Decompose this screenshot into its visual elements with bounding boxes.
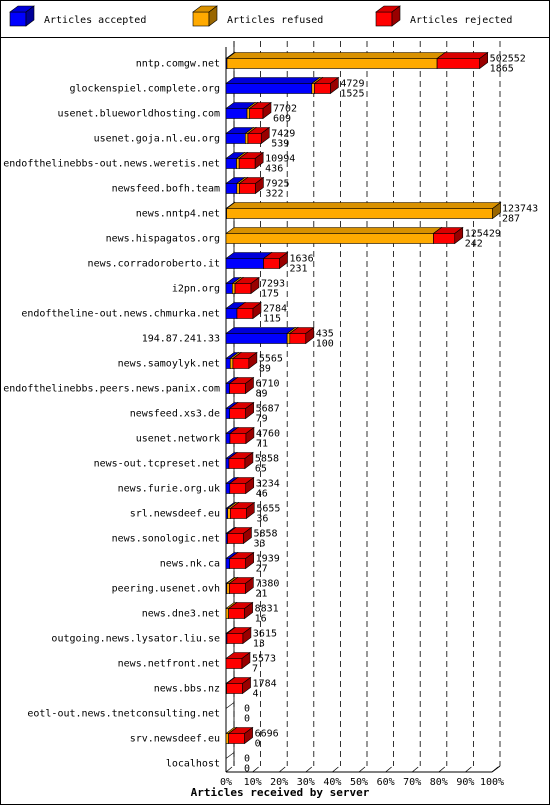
value-accepted-5: 436	[265, 163, 284, 175]
bar-8-refused-top	[226, 228, 441, 234]
bar-24-rejected-front	[227, 634, 243, 644]
x-tick-label-3: 30%	[296, 777, 315, 788]
category-label-8: news.hispagatos.org	[105, 233, 220, 245]
legend-swatch-2-front	[193, 12, 209, 26]
category-label-23: news.dne3.net	[141, 608, 220, 620]
bar-9	[226, 253, 288, 269]
bar-13	[226, 353, 257, 369]
bar-2-accepted	[226, 78, 320, 94]
category-label-16: usenet.network	[135, 433, 220, 445]
x-tick-label-2: 20%	[270, 777, 289, 788]
category-label-11: endoftheline-out.news.chmurka.net	[21, 308, 220, 320]
value-accepted-1: 1865	[489, 63, 514, 75]
value-accepted-4: 539	[271, 138, 290, 150]
bar-9-rejected-front	[264, 259, 280, 269]
bar-21-rejected-front	[230, 559, 246, 569]
value-offered-24: 3615	[252, 628, 278, 640]
value-accepted-6: 322	[265, 188, 284, 200]
value-offered-1: 502552	[489, 53, 526, 65]
category-label-5: endofthelinebbs-out.news.weretis.net	[3, 158, 220, 170]
bar-7-refused-top	[227, 203, 501, 209]
value-accepted-28: 0	[254, 738, 261, 750]
x-axis-title: Articles received by server	[190, 786, 370, 799]
bar-12-accepted-top	[226, 328, 295, 334]
value-offered-28: 6696	[254, 728, 279, 740]
value-offered-17: 5858	[254, 453, 280, 465]
legend-label-2: Articles refused	[227, 15, 324, 26]
bar-1-rejected-top	[437, 53, 488, 59]
value-accepted-18: 46	[255, 488, 268, 500]
bar-10-refused-front	[232, 284, 235, 294]
bar-23-rejected-front	[229, 609, 245, 619]
bar-3-refused-front	[247, 109, 250, 119]
value-accepted-10: 175	[261, 288, 280, 300]
x-tick-label-10: 100%	[479, 777, 505, 788]
value-offered-22: 7380	[255, 578, 280, 590]
value-accepted-11: 115	[262, 313, 282, 325]
value-offered-27: 0	[244, 703, 251, 715]
value-accepted-29: 0	[244, 763, 251, 775]
value-accepted-14: 89	[255, 388, 268, 400]
bar-1-rejected	[437, 53, 488, 69]
bar-10	[226, 278, 259, 294]
value-offered-2: 4729	[340, 78, 365, 90]
bar-2	[226, 78, 338, 94]
category-label-18: news.furie.org.uk	[117, 483, 220, 495]
value-offered-7: 123743	[502, 203, 539, 215]
category-label-10: i2pn.org	[171, 283, 220, 295]
value-offered-29: 0	[244, 753, 251, 765]
x-tick-label-0: 0%	[219, 777, 233, 788]
bar-3-rejected-front	[250, 109, 263, 119]
value-offered-20: 5858	[253, 528, 278, 540]
bar-17-accepted-front	[226, 459, 229, 469]
bar-13-refused-front	[230, 359, 233, 369]
category-label-13: news.samoylyk.net	[117, 358, 220, 370]
legend-swatch-3	[376, 6, 400, 26]
bar-23-refused-front	[226, 609, 229, 619]
x-tick-label-1: 10%	[243, 777, 262, 788]
bar-19-rejected-front	[230, 509, 246, 519]
category-label-2: glockenspiel.complete.org	[69, 83, 220, 95]
bar-10-rejected-front	[235, 284, 251, 294]
bar-6-rejected-front	[239, 184, 255, 194]
category-label-14: endofthelinebbs.peers.news.panix.com	[3, 383, 220, 395]
bar-1	[226, 53, 488, 69]
bar-13-accepted-front	[226, 359, 230, 369]
value-offered-8: 125429	[464, 228, 501, 240]
bar-2-refused-front	[312, 84, 315, 94]
bar-5-refused-front	[237, 159, 240, 169]
value-accepted-15: 79	[255, 413, 268, 425]
value-accepted-20: 33	[253, 538, 266, 550]
bar-12-refused-front	[287, 334, 290, 344]
value-accepted-17: 65	[254, 463, 267, 475]
x-tick-label-6: 60%	[376, 777, 395, 788]
bar-21-accepted-front	[226, 559, 230, 569]
bar-7	[226, 203, 501, 219]
value-accepted-7: 287	[502, 213, 521, 225]
bar-2-accepted-front	[226, 84, 312, 94]
value-offered-26: 1784	[252, 678, 277, 690]
category-label-20: news.sonologic.net	[111, 533, 220, 545]
bar-7-refused	[227, 203, 501, 219]
bar-3-accepted-front	[226, 109, 247, 119]
bar-6	[226, 178, 263, 194]
category-label-24: outgoing.news.lysator.liu.se	[51, 633, 220, 645]
bar-5	[226, 153, 263, 169]
bar-4-rejected-front	[248, 134, 261, 144]
bar-12-accepted-front	[226, 334, 287, 344]
bar-25-rejected-front	[226, 659, 242, 669]
bar-2-accepted-top	[226, 78, 320, 84]
bar-1-refused-top	[227, 53, 445, 59]
bar-12	[226, 328, 314, 344]
bar-7-refused-front	[227, 209, 493, 219]
bar-6-accepted-front	[226, 184, 237, 194]
bar-22-refused-front	[227, 584, 230, 594]
bar-15-accepted-front	[226, 409, 230, 419]
value-offered-18: 3234	[255, 478, 280, 490]
legend-swatch-2	[193, 6, 217, 26]
bar-9-accepted-front	[226, 259, 264, 269]
x-tick-label-7: 70%	[403, 777, 422, 788]
category-label-3: usenet.blueworldhosting.com	[57, 108, 220, 120]
value-accepted-23: 16	[254, 613, 267, 625]
bar-11-rejected-front	[237, 309, 253, 319]
bar-6-refused-front	[237, 184, 240, 194]
category-label-17: news-out.tcpreset.net	[93, 458, 220, 470]
bar-28-rejected-front	[229, 734, 245, 744]
bar-10-accepted-front	[226, 284, 232, 294]
bar-11	[226, 303, 261, 319]
bar-22-rejected-front	[229, 584, 245, 594]
value-accepted-12: 100	[315, 338, 334, 350]
category-label-9: news.corradoroberto.it	[87, 258, 220, 270]
bar-8-refused-front	[226, 234, 433, 244]
legend-swatch-1-front	[10, 12, 26, 26]
bar-3	[226, 103, 271, 119]
bar-19-refused-front	[228, 509, 231, 519]
x-tick-label-8: 80%	[429, 777, 448, 788]
bar-8-rejected	[433, 228, 462, 244]
value-offered-6: 7925	[265, 178, 290, 190]
bar-14-accepted-front	[226, 384, 230, 394]
legend-swatch-1	[10, 6, 34, 26]
category-label-19: srl.newsdeef.eu	[129, 508, 220, 520]
bar-12-accepted	[226, 328, 295, 344]
bar-4	[226, 128, 269, 144]
bar-2-rejected-front	[314, 84, 330, 94]
value-accepted-3: 609	[272, 113, 292, 125]
bar-1-rejected-front	[437, 59, 480, 69]
bar-1-refused	[227, 53, 445, 69]
bar-12-rejected-front	[290, 334, 306, 344]
value-offered-15: 5687	[255, 403, 280, 415]
category-label-15: newsfeed.xs3.de	[129, 408, 220, 420]
value-accepted-2: 1525	[340, 88, 365, 100]
category-label-12: 194.87.241.33	[141, 333, 220, 345]
category-label-4: usenet.goja.nl.eu.org	[93, 133, 220, 145]
value-accepted-24: 13	[252, 638, 265, 650]
category-label-25: news.netfront.net	[117, 658, 220, 670]
value-accepted-19: 36	[256, 513, 269, 525]
bar-8-refused	[226, 228, 441, 244]
value-offered-23: 8831	[254, 603, 279, 615]
category-label-6: newsfeed.bofh.team	[111, 183, 220, 195]
value-accepted-21: 27	[255, 563, 268, 575]
bar-28-refused-front	[226, 734, 229, 744]
value-offered-21: 1939	[255, 553, 280, 565]
value-offered-5: 10994	[265, 153, 296, 165]
value-offered-9: 1636	[289, 253, 314, 265]
legend-label-1: Articles accepted	[44, 15, 147, 26]
x-tick-label-5: 50%	[349, 777, 369, 788]
bar-4-refused-front	[245, 134, 248, 144]
value-offered-14: 6710	[255, 378, 280, 390]
bar-16-rejected-front	[230, 434, 246, 444]
bar-18-rejected-front	[230, 484, 246, 494]
category-label-29: localhost	[165, 758, 220, 770]
bar-20-rejected-front	[227, 534, 243, 544]
x-tick-label-9: 90%	[456, 777, 475, 788]
bar-16-accepted-front	[226, 434, 230, 444]
legend-label-3: Articles rejected	[410, 15, 513, 26]
category-label-21: news.nk.ca	[159, 558, 220, 570]
value-offered-13: 5565	[258, 353, 283, 365]
value-offered-10: 7293	[261, 278, 286, 290]
bar-14-rejected-front	[230, 384, 246, 394]
value-accepted-16: 71	[255, 438, 268, 450]
value-offered-12: 435	[315, 328, 334, 340]
category-label-27: eotl-out.news.tnetconsulting.net	[27, 708, 220, 720]
category-label-22: peering.usenet.ovh	[111, 583, 220, 595]
x-tick-label-4: 40%	[323, 777, 342, 788]
bar-18-accepted-front	[226, 484, 230, 494]
bar-4-accepted-front	[226, 134, 245, 144]
category-label-26: news.bbs.nz	[153, 683, 220, 695]
category-label-1: nntp.comgw.net	[135, 58, 220, 70]
bar-5-rejected-front	[239, 159, 255, 169]
bar-26-rejected-front	[227, 684, 243, 694]
value-offered-25: 5573	[251, 653, 277, 665]
bar-17-rejected-front	[229, 459, 245, 469]
value-accepted-26: 4	[252, 688, 259, 700]
bar-11-accepted-front	[226, 309, 237, 319]
category-label-7: news.nntp4.net	[135, 208, 220, 220]
bar-13-rejected-front	[233, 359, 249, 369]
value-accepted-8: 242	[464, 238, 483, 250]
value-offered-3: 7702	[272, 103, 298, 115]
value-offered-11: 2784	[262, 303, 288, 315]
bar-15-rejected-front	[230, 409, 246, 419]
bar-5-accepted-front	[226, 159, 237, 169]
bar-8	[226, 228, 463, 244]
value-accepted-25: 7	[251, 663, 258, 675]
value-accepted-22: 21	[255, 588, 268, 600]
category-label-28: srv.newsdeef.eu	[129, 733, 220, 745]
legend-swatch-3-front	[376, 12, 392, 26]
value-accepted-13: 89	[258, 363, 271, 375]
value-accepted-9: 231	[289, 263, 308, 275]
value-offered-16: 4760	[255, 428, 281, 440]
bar-1-refused-front	[227, 59, 437, 69]
value-accepted-27: 0	[244, 713, 251, 725]
value-offered-19: 5655	[256, 503, 281, 515]
bar-8-rejected-front	[433, 234, 454, 244]
value-offered-4: 7429	[271, 128, 296, 140]
